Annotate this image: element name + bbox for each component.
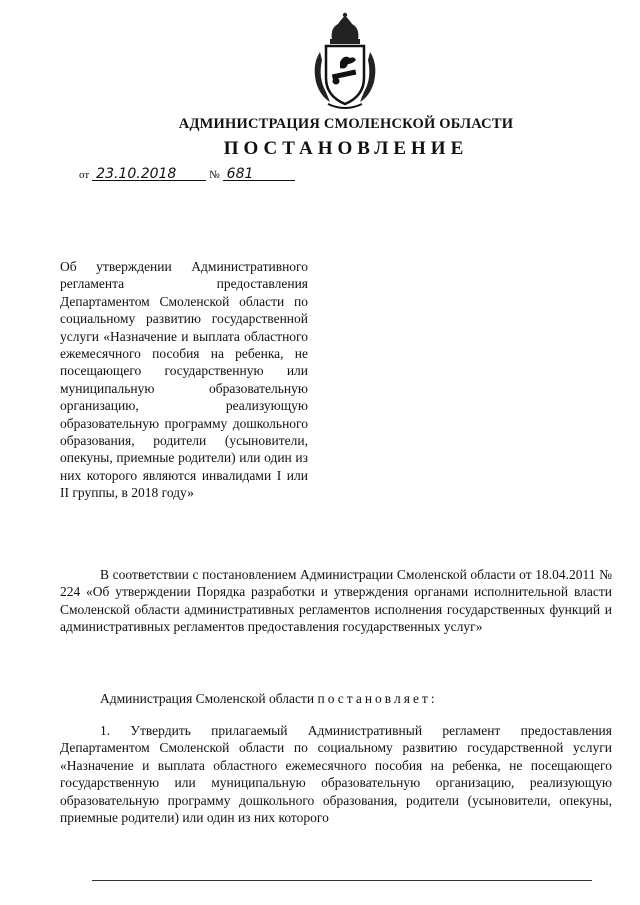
document-type-title: ПОСТАНОВЛЕНИЕ [223,138,469,159]
resolves-word: постановляет: [317,691,438,706]
resolves-prefix: Администрация Смоленской области [100,691,318,706]
subject-text: Об утверждении Административного регламента предоставления Департаментом Смоленской области по социальному развитию государственной услуги «Назначение и выплата областного ежемесячного пособия на ребенка, не посещающего государственную или муниципальную образовательную организацию, реализующую образовательную программу дошкольного образования, родители (усыновители, опекуны, приемные родители) или один из них которого являются инвалидами I или II группы, в 2018 году» [60,259,308,501]
date-value: 23.10.2018 [92,166,206,181]
number-value: 681 [223,166,295,181]
number-label: № [209,169,220,181]
preamble-text: В соответствии с постановлением Администрации Смоленской области от 18.04.2011 № 224 «Об утверждении Порядка разработки и утверждения органами исполнительной власти Смоленской области административных регламентов исполнения государственных функций и административных регламентов предоставления государственных услуг» [60,567,612,635]
date-from-label: от [79,169,90,181]
page-footer-rule [92,880,592,881]
item-1-text: 1. Утвердить прилагаемый Административный регламент предоставления Департаментом Смоленской области по социальному развитию государственной услуги «Назначение и выплата областного ежемесячного пособия на ребенка, не посещающего государственную или муниципальную образовательную организацию, реализующую образовательную программу дошкольного образования, родители (усыновители, опекуны, приемные родители) или один из них которого [60,723,612,826]
coat-of-arms-icon [306,12,384,112]
subject-block [60,258,308,502]
authority-title: АДМИНИСТРАЦИЯ СМОЛЕНСКОЙ ОБЛАСТИ [178,116,514,132]
resolves-paragraph [60,690,612,707]
date-number-line [76,166,295,181]
preamble-paragraph [60,566,612,636]
item-1-paragraph [60,722,612,826]
